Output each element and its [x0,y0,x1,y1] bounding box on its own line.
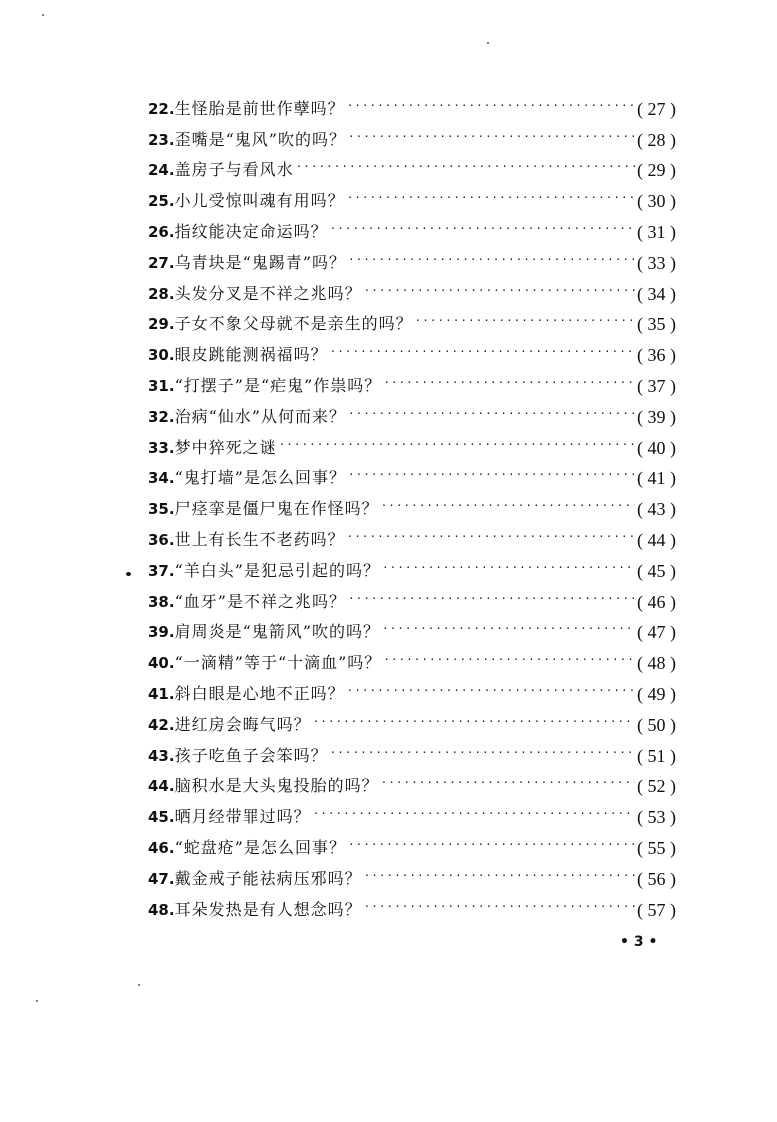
toc-entry-title: 进红房会晦气吗？ [174,714,311,734]
toc-entry-page: ( 39 ) [637,406,676,427]
toc-entry-title: “蛇盘疮”是怎么回事？ [174,837,346,857]
toc-entry-page: ( 30 ) [637,191,676,212]
toc-entry [148,581,676,612]
toc-entry [148,304,676,335]
dot-leader [348,127,635,150]
toc-entry-title: 晒月经带罪过吗？ [174,807,311,827]
toc-entry [148,150,676,181]
toc-entry-number: 33. [148,438,175,457]
toc-entry [148,273,676,304]
toc-entry-title: 盖房子与看风水 [174,160,294,180]
toc-entry-page: ( 56 ) [637,868,676,889]
dot-leader [381,496,635,519]
toc-entry-number: 37. [148,561,175,580]
toc-entry [148,673,676,704]
toc-entry-page: ( 51 ) [637,745,676,766]
toc-entry [148,642,676,673]
dot-leader [382,558,635,581]
toc-entry-number: 26. [148,222,175,241]
toc-entry [148,365,676,396]
toc-entry-title: 肩周炎是“鬼箭风”吹的吗？ [174,622,380,642]
toc-entry-page: ( 34 ) [637,283,676,304]
toc-entry-number: 39. [148,623,175,642]
toc-entry-number: 29. [148,315,175,334]
dot-leader [348,835,635,858]
toc-entry [148,396,676,427]
toc-entry [148,334,676,365]
toc-entry-number: 25. [148,192,175,211]
toc-entry-number: 31. [148,376,175,395]
toc-entry-title: 眼皮跳能测祸福吗？ [174,345,328,365]
toc-entry-page: ( 29 ) [637,160,676,181]
scan-speck [42,14,44,16]
toc-entry-title: 指纹能决定命运吗？ [174,221,328,241]
dot-leader [364,866,635,889]
toc-entry-page: ( 45 ) [637,560,676,581]
toc-entry [148,704,676,735]
toc-entry-number: 32. [148,407,175,426]
toc-entry-number: 44. [148,777,175,796]
toc-entry-title: 歪嘴是“鬼风”吹的吗？ [174,129,346,149]
scan-speck [126,572,131,576]
toc-entry-page: ( 28 ) [637,129,676,150]
toc-entry-page: ( 31 ) [637,221,676,242]
toc-entry-title: “打摆子”是“疟鬼”作祟吗？ [174,375,382,395]
toc-entry-page: ( 57 ) [637,899,676,920]
toc-entry-title: 尸痉挛是僵尸鬼在作怪吗？ [174,499,379,519]
scan-speck [487,42,489,44]
dot-leader [415,311,635,334]
toc-entry [148,488,676,519]
toc-entry-title: 治病“仙水”从何而来？ [174,406,346,426]
dot-leader [382,619,635,642]
dot-leader [330,743,635,766]
toc-entry-title: 生怪胎是前世作孽吗？ [174,98,345,118]
dot-leader [364,897,635,920]
toc-entry-page: ( 37 ) [637,375,676,396]
toc-entry-page: ( 33 ) [637,252,676,273]
dot-leader [348,250,635,273]
dot-leader [347,527,635,550]
toc-entry-page: ( 27 ) [637,98,676,119]
toc-entry [148,211,676,242]
dot-leader [347,96,635,119]
toc-entry-page: ( 55 ) [637,837,676,858]
dot-leader [347,681,635,704]
toc-entry [148,796,676,827]
toc-entry-number: 46. [148,838,175,857]
toc-entry [148,612,676,643]
toc-entry-title: 耳朵发热是有人想念吗？ [174,899,362,919]
dot-leader [313,712,635,735]
toc-entry-number: 28. [148,284,175,303]
dot-leader [383,373,635,396]
toc-entry-title: 头发分叉是不祥之兆吗？ [174,283,362,303]
dot-leader [296,157,635,180]
toc-entry-page: ( 53 ) [637,807,676,828]
table-of-contents [148,88,676,920]
dot-leader [279,435,635,458]
toc-entry [148,88,676,119]
toc-entry [148,766,676,797]
toc-entry [148,458,676,489]
toc-entry [148,827,676,858]
toc-entry [148,550,676,581]
toc-entry-number: 42. [148,715,175,734]
toc-entry-number: 48. [148,900,175,919]
toc-entry-page: ( 48 ) [637,653,676,674]
toc-entry-number: 45. [148,808,175,827]
dot-leader [348,589,635,612]
toc-entry-page: ( 46 ) [637,591,676,612]
toc-entry-page: ( 52 ) [637,776,676,797]
dot-leader [347,188,635,211]
toc-entry-number: 34. [148,469,175,488]
toc-entry-page: ( 50 ) [637,714,676,735]
page-number: • 3 • [620,934,658,950]
toc-entry-number: 41. [148,684,175,703]
dot-leader [330,342,635,365]
toc-entry [148,519,676,550]
toc-entry-page: ( 40 ) [637,437,676,458]
toc-entry-number: 27. [148,253,175,272]
toc-entry-number: 36. [148,530,175,549]
dot-leader [381,773,635,796]
toc-entry-title: 孩子吃鱼子会笨吗？ [174,745,328,765]
toc-entry-title: 梦中猝死之谜 [174,437,277,457]
dot-leader [348,404,635,427]
toc-entry-page: ( 47 ) [637,622,676,643]
toc-entry-title: 戴金戒子能祛病压邪吗？ [174,868,362,888]
toc-entry-number: 35. [148,500,175,519]
dot-leader [364,281,635,304]
toc-entry [148,180,676,211]
toc-entry [148,735,676,766]
toc-entry-number: 43. [148,746,175,765]
toc-entry-number: 24. [148,161,175,180]
scan-speck [138,984,140,986]
toc-entry [148,242,676,273]
toc-entry-title: “一滴精”等于“十滴血”吗？ [174,653,382,673]
toc-entry-page: ( 36 ) [637,345,676,366]
toc-entry [148,889,676,920]
toc-entry-number: 47. [148,869,175,888]
dot-leader [348,465,635,488]
toc-entry-number: 22. [148,99,175,118]
toc-entry [148,119,676,150]
toc-entry-page: ( 44 ) [637,529,676,550]
toc-entry-title: “血牙”是不祥之兆吗？ [174,591,346,611]
toc-entry [148,427,676,458]
toc-entry-page: ( 43 ) [637,499,676,520]
dot-leader [313,804,635,827]
toc-entry-title: 小儿受惊叫魂有用吗？ [174,191,345,211]
toc-entry-title: 乌青块是“鬼踢青”吗？ [174,252,346,272]
toc-entry-number: 30. [148,346,175,365]
toc-entry-title: “羊白头”是犯忌引起的吗？ [174,560,380,580]
toc-entry-title: 脑积水是大头鬼投胎的吗？ [174,776,379,796]
toc-entry-number: 38. [148,592,175,611]
scan-speck [36,1000,38,1002]
toc-entry-page: ( 49 ) [637,683,676,704]
toc-entry-page: ( 35 ) [637,314,676,335]
toc-entry-title: “鬼打墙”是怎么回事？ [174,468,346,488]
toc-entry-number: 23. [148,130,175,149]
toc-entry-title: 斜白眼是心地不正吗？ [174,683,345,703]
toc-entry-title: 子女不象父母就不是亲生的吗？ [174,314,413,334]
dot-leader [330,219,635,242]
toc-entry-number: 40. [148,654,175,673]
toc-entry-title: 世上有长生不老药吗？ [174,529,345,549]
toc-entry-page: ( 41 ) [637,468,676,489]
dot-leader [383,650,635,673]
toc-entry [148,858,676,889]
